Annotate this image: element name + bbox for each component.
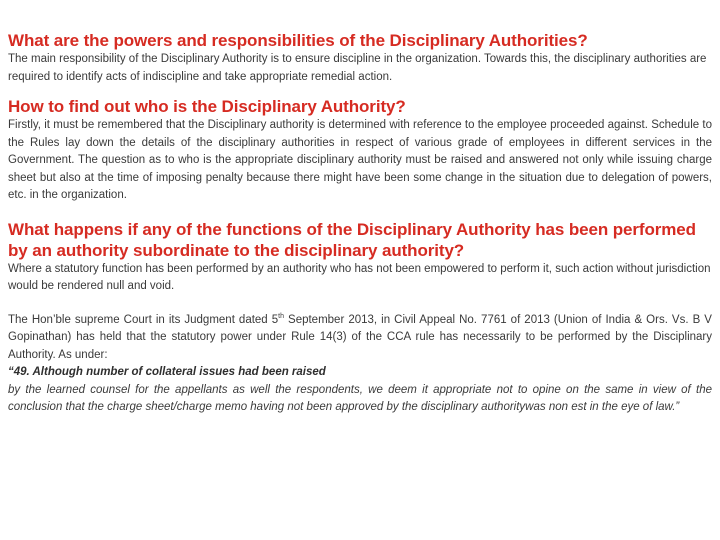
- section-body-find-authority: Firstly, it must be remembered that the Disciplinary authority is determined with reference to the employee proceeded against. Schedule to the Rules lay down the details of the disciplinary authorities in respect of various grade of employees in different services in the Government. The question as to who is the appropriate disciplinary authority must be raised and answered not only while issuing charge sheet but also at the time of imposing penalty because there might have been some change in the situation due to delegation of powers, etc. in the organization.: [8, 119, 712, 201]
- quote-body: by the learned counsel for the appellants as well the respondents, we deem it appropriate not to opine on the same in view of the conclusion that the charge sheet/charge memo having not been approved by the disciplinary authoritywas non est in the eye of law.”: [8, 383, 712, 413]
- judgment-paragraph: [8, 312, 712, 365]
- date-ordinal-suffix: th: [278, 312, 284, 320]
- spacer: [8, 205, 712, 219]
- spacer: [8, 86, 712, 96]
- judgment-text-start: The Hon’ble supreme Court in its Judgment dated 5: [8, 313, 279, 326]
- section-body-subordinate: Where a statutory function has been performed by an authority who has not been empowered to perform it, such action without jurisdiction would be rendered null and void.: [8, 262, 711, 292]
- judgment-text-end: September 2013, in Civil Appeal No. 7761 of 2013 (Union of India & Ors. Vs. B V Gopinathan) has held that the statutory power under Rule 14(3) of the CCA rule has necessarily to be performed by the Disciplinary Authority. As under:: [8, 313, 712, 361]
- section-heading-subordinate: What happens if any of the functions of the Disciplinary Authority has been performed by an authority subordinate to the disciplinary authority?: [8, 219, 696, 260]
- section-heading-find-authority: How to find out who is the Disciplinary Authority?: [8, 97, 406, 116]
- section-body-powers: The main responsibility of the Disciplinary Authority is to ensure discipline in the organization. Towards this, the disciplinary authorities are required to identify acts of indiscipline and take appropriate remedial action.: [8, 53, 707, 83]
- quote-lead-line: “49. Although number of collateral issues had been raised: [8, 366, 326, 378]
- section-heading-powers: What are the powers and responsibilities of the Disciplinary Authorities?: [8, 31, 588, 50]
- spacer: [8, 296, 712, 312]
